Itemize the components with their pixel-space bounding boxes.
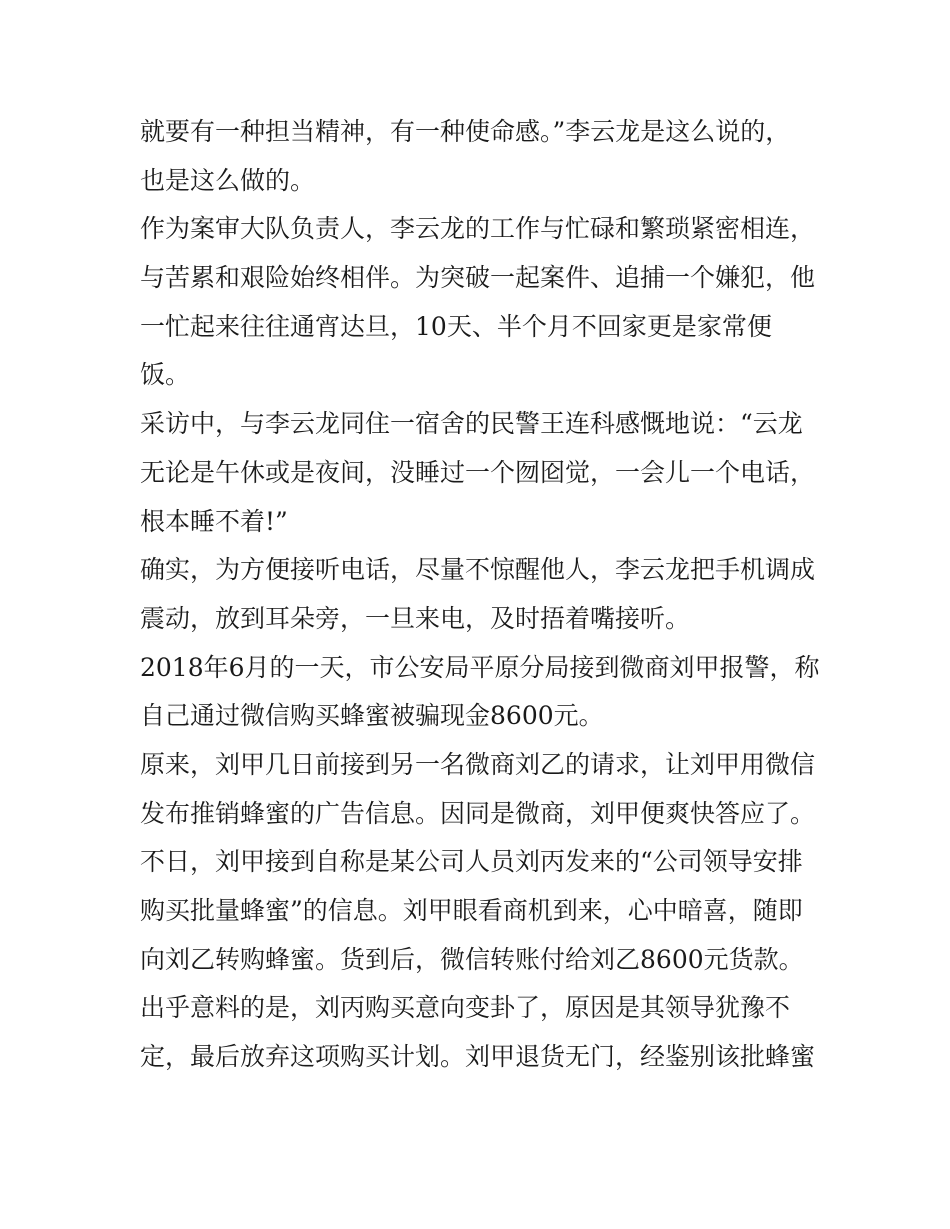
text-line: 原来，刘甲几日前接到另一名微商刘乙的请求，让刘甲用微信 bbox=[140, 749, 816, 779]
body-text bbox=[140, 108, 830, 1082]
text-line: 一忙起来往往通宵达旦，10天、半个月不回家更是家常便 bbox=[140, 311, 772, 341]
text-line: 自己通过微信购买蜂蜜被骗现金8600元。 bbox=[140, 701, 604, 731]
text-line: 确实，为方便接听电话，尽量不惊醒他人，李云龙把手机调成 bbox=[140, 555, 816, 585]
text-line: 根本睡不着!” bbox=[140, 506, 288, 536]
text-line: 也是这么做的。 bbox=[140, 165, 316, 195]
text-line: 作为案审大队负责人，李云龙的工作与忙碌和繁琐紧密相连， bbox=[140, 214, 816, 244]
text-line: 饭。 bbox=[140, 360, 191, 390]
text-line: 2018年6月的一天，市公安局平原分局接到微商刘甲报警，称 bbox=[140, 652, 820, 682]
text-line: 就要有一种担当精神，有一种使命感。”李云龙是这么说的， bbox=[140, 117, 791, 146]
text-line: 向刘乙转购蜂蜜。货到后，微信转账付给刘乙8600元货款。 bbox=[140, 944, 804, 974]
text-line: 出乎意料的是，刘丙购买意向变卦了，原因是其领导犹豫不 bbox=[140, 993, 791, 1023]
text-line: 发布推销蜂蜜的广告信息。因同是微商，刘甲便爽快答应了。 bbox=[140, 798, 816, 828]
text-line: 震动，放到耳朵旁，一旦来电，及时捂着嘴接听。 bbox=[140, 603, 691, 633]
text-line: 采访中，与李云龙同住一宿舍的民警王连科感慨地说：“云龙 bbox=[140, 409, 803, 439]
text-line: 定，最后放弃这项购买计划。刘甲退货无门，经鉴别该批蜂蜜 bbox=[140, 1042, 816, 1072]
text-line: 购买批量蜂蜜”的信息。刘甲眼看商机到来，心中暗喜，随即 bbox=[140, 896, 803, 925]
text-line: 不日，刘甲接到自称是某公司人员刘丙发来的“公司领导安排 bbox=[140, 847, 803, 877]
text-line: 与苦累和艰险始终相伴。为突破一起案件、追捕一个嫌犯，他 bbox=[140, 263, 816, 293]
text-line: 无论是午休或是夜间，没睡过一个囫囵觉，一会儿一个电话， bbox=[140, 457, 816, 487]
